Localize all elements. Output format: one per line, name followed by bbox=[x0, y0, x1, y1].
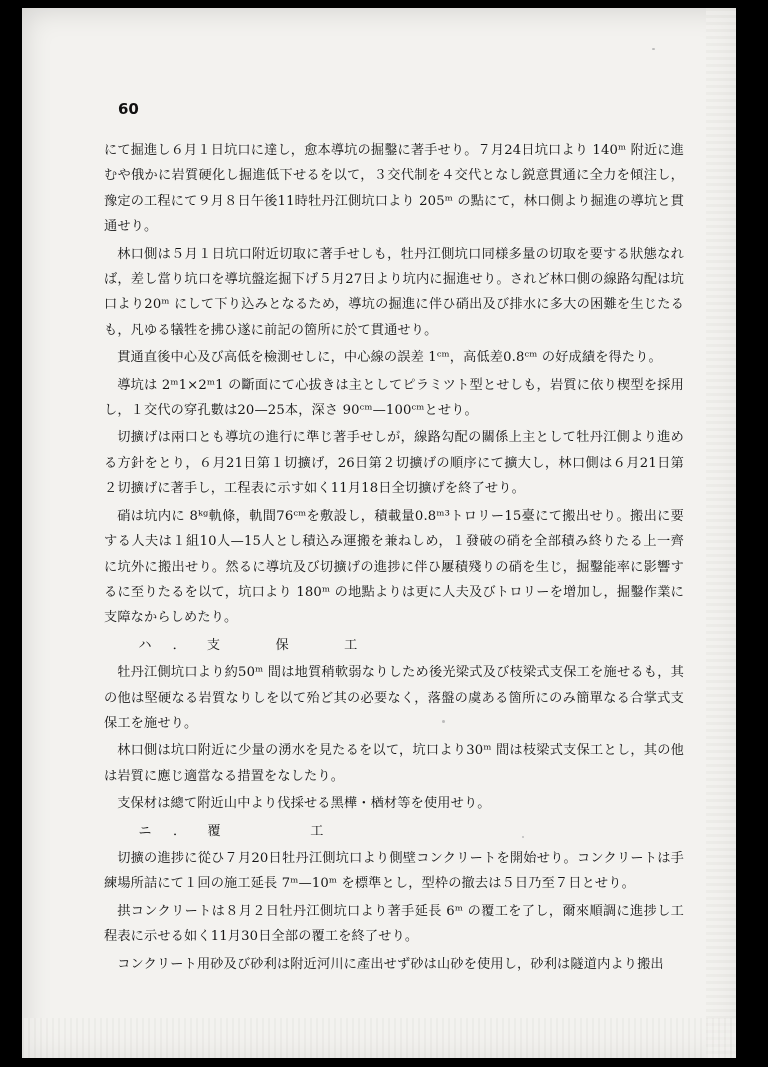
paragraph-support-material: 支保材は總て附近山中より伐採せる黑樺・楢材等を使用せり。 bbox=[117, 796, 491, 812]
scan-speck bbox=[652, 48, 655, 50]
scan-speck bbox=[442, 720, 445, 723]
paragraph-continuation: にて掘進し６月１日坑口に達し，愈本導坑の掘鑿に著手せり。７月24日坑口より 140ᵐ 附近に進むや俄かに岩質硬化し掘進低下せるを以て，３交代制を４交代となし鋭意貫通に全力を傾注し，豫定の工程にて９月８日午後11時牡丹江側坑口より 205ᵐ の點にて，林口側より掘進の導坑と貫通せり。 bbox=[104, 143, 684, 235]
section-heading-support: ハ．支 保 工 bbox=[138, 637, 379, 653]
scan-bottom-noise bbox=[22, 1018, 736, 1058]
paragraph-sidewall-concrete: 切擴の進捗に從ひ７月20日牡丹江側坑口より側壁コンクリートを開始せり。コンクリートは手練場所詰にて１回の施工延長 7ᵐ—10ᵐ を標準とし，型枠の撤去は５日乃至７日とせり。 bbox=[104, 850, 684, 892]
paragraph-rinko-side: 林口側は５月１日坑口附近切取に著手せしも，牡丹江側坑口同様多量の切取を要する狀態なれば，差し當り坑口を導坑盤迄掘下げ５月27日より坑内に掘進せり。されど林口側の線路勾配は坑口より20ᵐ にして下り込みとなるため，導坑の掘進に伴ひ硝出及び排水に多大の困難を生じたるも，凡ゆる犠牲を拂ひ遂に前記の箇所に於て貫通せり。 bbox=[104, 246, 684, 338]
paragraph-survey-result: 貫通直後中心及び高低を檢測せしに，中心線の誤差 1ᶜᵐ，高低差0.8ᶜᵐ の好成績を得たり。 bbox=[117, 350, 662, 366]
section-heading-lining: ニ．覆 工 bbox=[138, 823, 345, 839]
paragraph-aggregate: コンクリート用砂及び砂利は附近河川に產出せず砂は山砂を使用し，砂利は隧道内より搬出 bbox=[117, 956, 664, 972]
body-text bbox=[104, 138, 684, 979]
paragraph-arch-concrete: 拱コンクリートは８月２日牡丹江側坑口より著手延長 6ᵐ の覆工を了し，爾來順調に進捗し工程表に示せる如く11月30日全部の覆工を終了せり。 bbox=[104, 903, 684, 945]
paragraph-support-botanko: 牡丹江側坑口より約50ᵐ 間は地質稍軟弱なりしため後光梁式及び枝梁式支保工を施せるも，其の他は堅硬なる岩質なりしを以て殆ど其の必要なく，落盤の虞ある箇所にのみ簡單なる合掌式支保工を施せり。 bbox=[104, 665, 684, 731]
paragraph-support-rinko: 林口側は坑口附近に少量の湧水を見たるを以て，坑口より30ᵐ 間は枝梁式支保工とし，其の他は岩質に應じ適當なる措置をなしたり。 bbox=[104, 743, 684, 784]
paragraph-pilot-tunnel: 導坑は 2ᵐ1×2ᵐ1 の斷面にて心拔きは主としてピラミツト型とせしも，岩質に依り楔型を採用し，１交代の穿孔數は20—25本，深さ 90ᶜᵐ—100ᶜᵐとせり。 bbox=[104, 377, 684, 419]
document-page bbox=[22, 8, 736, 1058]
page-number: 60 bbox=[118, 100, 139, 118]
scan-edge-noise bbox=[706, 8, 736, 1058]
scan-speck bbox=[522, 836, 524, 838]
paragraph-enlargement: 切擴げは兩口とも導坑の進行に準じ著手せしが，線路勾配の關係上主として牡丹江側より進める方針をとり，６月21日第１切擴げ，26日第２切擴げの順序にて擴大し，林口側は６月21日第２切擴げに著手し，工程表に示す如く11月18日全切擴げを終了せり。 bbox=[104, 430, 684, 497]
paragraph-muck-removal: 硝は坑内に 8ᵏᵍ軌條，軌間76ᶜᵐを敷設し，積載量0.8ᵐ³トロリー15臺にて搬出せり。搬出に要する人夫は１組10人—15人とし積込み運搬を兼ねしめ，１發破の硝を全部積み終りたる上一齊に坑外に搬出せり。然るに導坑及び切擴げの進捗に伴ひ屢積殘りの硝を生じ，掘鑿能率に影響するに至りたるを以て，坑口より 180ᵐ の地點よりは更に人夫及びトロリーを增加し，掘鑿作業に支障なからしめたり。 bbox=[104, 508, 684, 626]
